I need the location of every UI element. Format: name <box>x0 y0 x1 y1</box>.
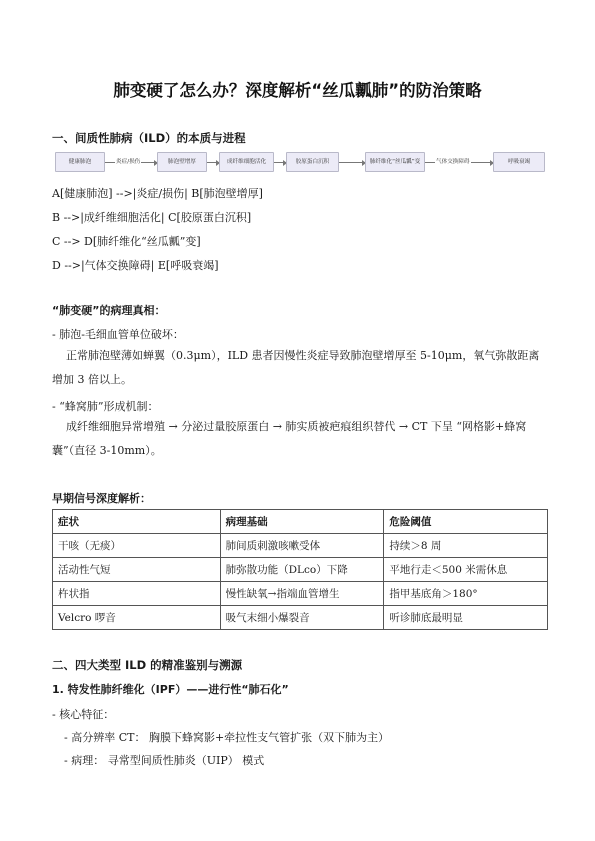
flow-edge-label-injury: 炎症/损伤 <box>116 159 141 165</box>
pathology-item2-text: 成纤维细胞异常增殖 → 分泌过量胶原蛋白 → 肺实质被疤痕组织替代 → CT 下呈 “网格影+蜂窝囊”（直径 3-10mm）。 <box>52 420 527 457</box>
signals-heading: 早期信号深度解析： <box>52 492 151 505</box>
flow-edge-3 <box>274 162 286 163</box>
table-header-row <box>53 510 548 534</box>
flow-code-line: D -->|气体交换障碍| E[呼吸衰竭] <box>52 259 219 272</box>
flow-node-collagen: 胶原蛋白沉积 <box>286 152 339 172</box>
table-row <box>53 558 548 582</box>
table-cell: Velcro 啰音 <box>53 606 221 630</box>
table-cell: 持续＞8 周 <box>384 534 548 558</box>
table-cell: 指甲基底角＞180° <box>384 582 548 606</box>
flow-node-fibroblast: 成纤维细胞活化 <box>219 152 274 172</box>
flow-node-healthy-alveoli: 健康肺泡 <box>55 152 105 172</box>
table-cell: 平地行走＜500 米需休息 <box>384 558 548 582</box>
table-header-cell: 病理基础 <box>220 510 384 534</box>
pathology-feature: - 病理： 寻常型间质性肺炎（UIP） 模式 <box>64 754 265 767</box>
flow-edge-2 <box>207 162 219 163</box>
table-cell: 肺弥散功能（DLco）下降 <box>220 558 384 582</box>
flow-code-line: C --> D[肺纤维化“丝瓜瓤”变] <box>52 235 201 248</box>
table-cell: 活动性气短 <box>53 558 221 582</box>
flow-edge-label-gas-exchange: 气体交换障碍 <box>436 159 470 165</box>
table-cell: 吸气末细小爆裂音 <box>220 606 384 630</box>
flow-edge-4 <box>339 162 365 163</box>
flow-code-line: A[健康肺泡] -->|炎症/损伤| B[肺泡壁增厚] <box>52 187 263 200</box>
table-row <box>53 606 548 630</box>
signals-table <box>52 509 548 630</box>
section1-heading: 一、间质性肺病（ILD）的本质与进程 <box>52 131 246 145</box>
core-features-label: - 核心特征： <box>52 708 115 721</box>
pathology-item2-title: - “蜂窝肺”形成机制： <box>52 400 159 413</box>
ipf-subheading: 1. 特发性肺纤维化（IPF）——进行性“肺石化” <box>52 683 289 696</box>
flow-node-thickened-wall: 肺泡壁增厚 <box>157 152 207 172</box>
table-cell: 听诊肺底最明显 <box>384 606 548 630</box>
section2-heading: 二、四大类型 ILD 的精准鉴别与溯源 <box>52 658 243 672</box>
hrct-feature: - 高分辨率 CT： 胸膜下蜂窝影+牵拉性支气管扩张（双下肺为主） <box>64 731 390 744</box>
table-cell: 杵状指 <box>53 582 221 606</box>
table-header-cell: 症状 <box>53 510 221 534</box>
table-header-cell: 危险阈值 <box>384 510 548 534</box>
table-cell: 干咳（无痰） <box>53 534 221 558</box>
pathology-heading: “肺变硬”的病理真相： <box>52 304 166 317</box>
page-title: 肺变硬了怎么办？深度解析“丝瓜瓤肺”的防治策略 <box>113 81 482 100</box>
table-cell: 肺间质刺激咳嗽受体 <box>220 534 384 558</box>
table-row <box>53 582 548 606</box>
table-row <box>53 534 548 558</box>
ild-flow-diagram <box>55 152 545 174</box>
flow-code-line: B -->|成纤维细胞活化| C[胶原蛋白沉积] <box>52 211 252 224</box>
pathology-item1-text: 正常肺泡壁薄如蝉翼（0.3μm），ILD 患者因慢性炎症导致肺泡壁增厚至 5-10μm，氧气弥散距离增加 3 倍以上。 <box>52 349 540 386</box>
flow-node-fibrosis: 肺纤维化“丝瓜瓤”变 <box>365 152 425 172</box>
table-cell: 慢性缺氧→指端血管增生 <box>220 582 384 606</box>
pathology-item1-title: - 肺泡-毛细血管单位破坏： <box>52 328 184 341</box>
flow-node-respiratory-failure: 呼吸衰竭 <box>493 152 545 172</box>
